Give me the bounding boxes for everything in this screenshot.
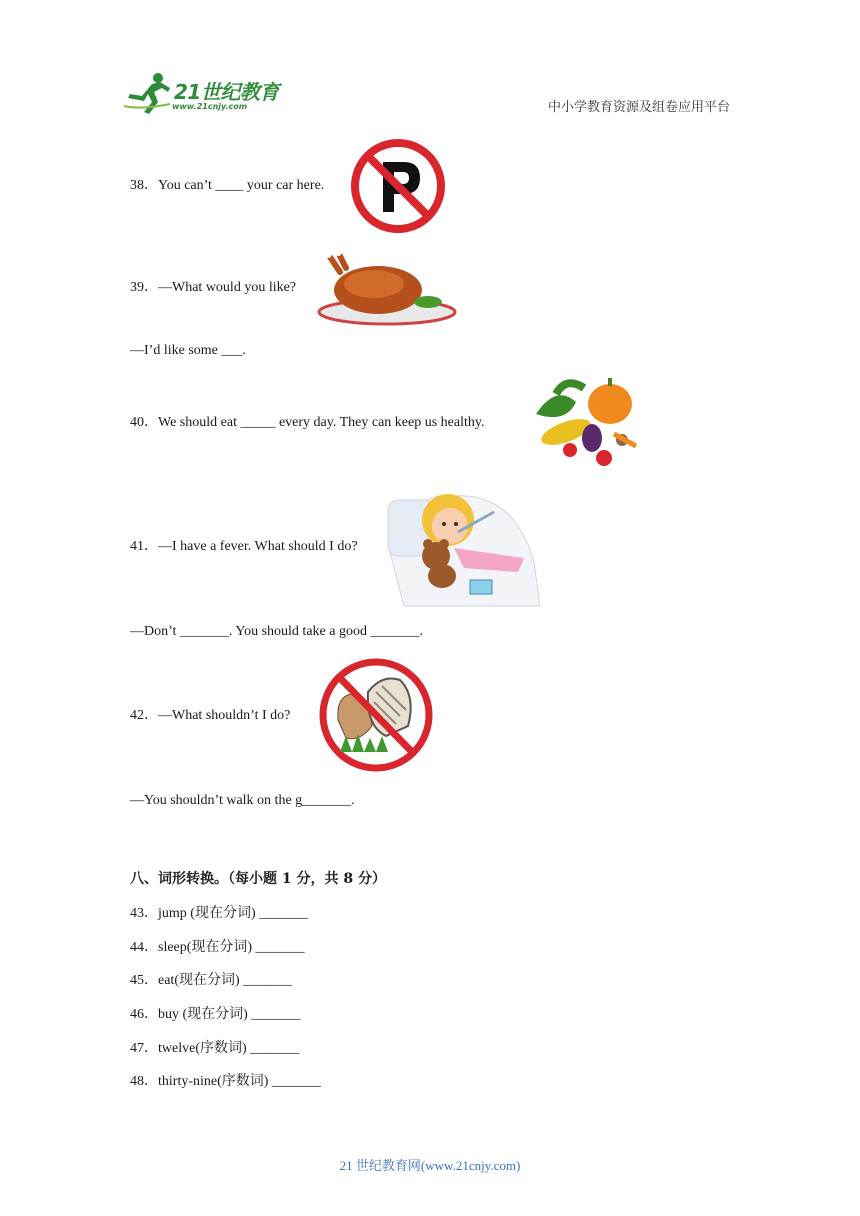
question-38: 38．You can’t ____ your car here.: [130, 178, 325, 193]
question-45: 45．eat(现在分词) _______: [130, 973, 293, 988]
runner-logo-icon: [122, 70, 174, 116]
question-41: 41．—I have a fever. What should I do?: [130, 539, 358, 554]
no-parking-icon: [350, 138, 446, 234]
site-logo: [122, 70, 292, 116]
vegetables-icon: [526, 374, 638, 468]
no-walking-on-grass-icon: [316, 656, 436, 774]
question-47: 47．twelve(序数词) _______: [130, 1041, 300, 1056]
section-8-title: 八、词形转换。（每小题 1 分，共 8 分）: [130, 871, 386, 887]
logo-name: 21世纪教育: [174, 80, 279, 104]
footer-link[interactable]: 21 世纪教育网(www.21cnjy.com): [339, 1158, 521, 1173]
question-43: 43．jump (现在分词) _______: [130, 906, 309, 921]
question-46: 46．buy (现在分词) _______: [130, 1007, 301, 1022]
sick-girl-icon: [384, 482, 542, 610]
question-42: 42．—What shouldn’t I do?: [130, 708, 291, 723]
question-39-answer: —I’d like some ___.: [130, 343, 246, 358]
question-39: 39．—What would you like?: [130, 280, 297, 295]
question-41-answer: —Don’t _______. You should take a good _______.: [130, 624, 423, 639]
question-40: 40．We should eat _____ every day. They can keep us healthy.: [130, 415, 485, 430]
question-42-answer: —You shouldn’t walk on the g_______.: [130, 793, 355, 808]
header-platform-text: 中小学教育资源及组卷应用平台: [548, 99, 731, 114]
question-44: 44．sleep(现在分词) _______: [130, 940, 305, 955]
question-48: 48．thirty-nine(序数词) _______: [130, 1074, 321, 1089]
roast-turkey-icon: [316, 248, 458, 328]
logo-url: www.21cnjy.com: [172, 102, 248, 111]
